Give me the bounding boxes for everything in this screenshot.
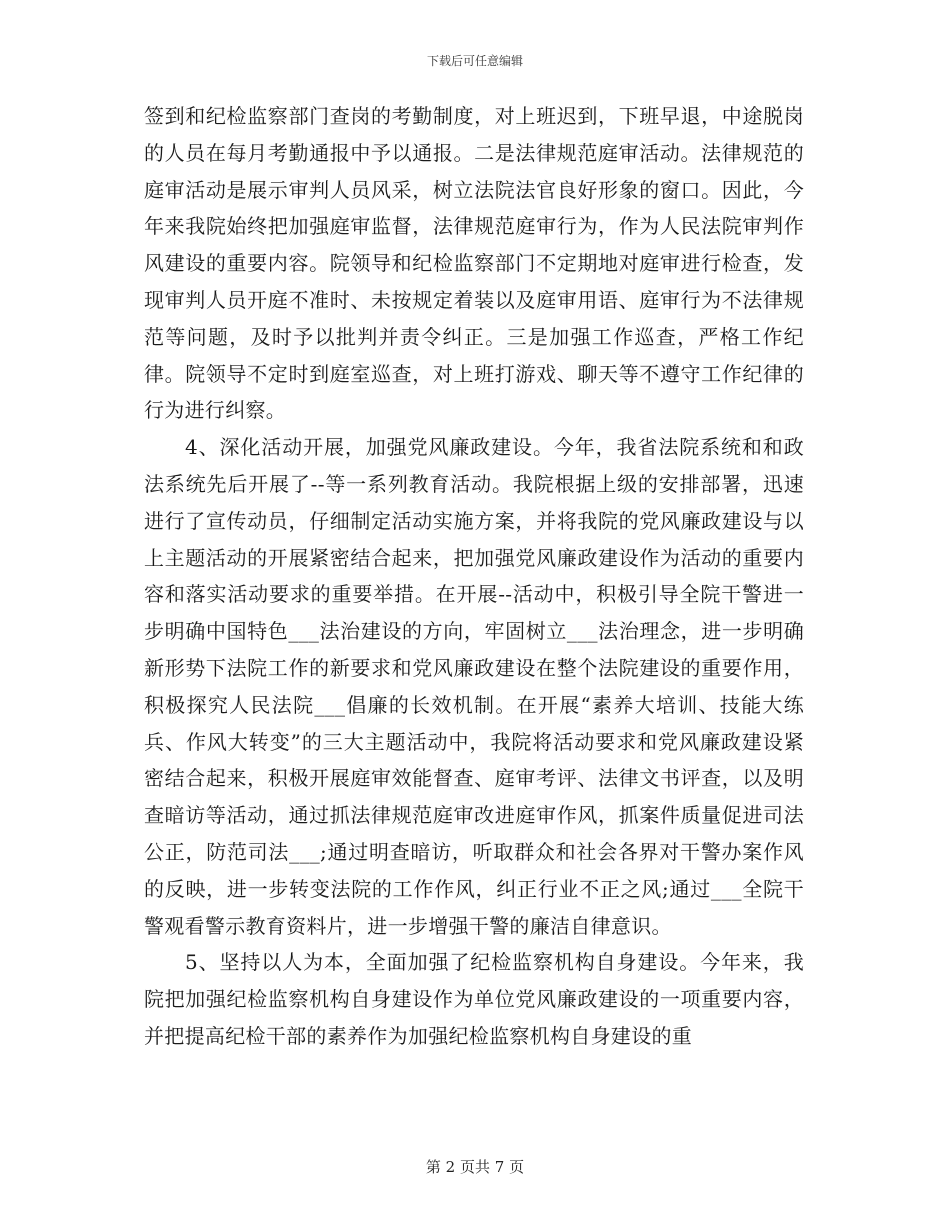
page-header: 下载后可任意编辑 <box>426 54 523 68</box>
document-body <box>144 98 804 1055</box>
paragraph-item-5: 5、坚持以人为本，全面加强了纪检监察机构自身建设。今年来，我院把加强纪检监察机构自身建设作为单位党风廉政建设的一项重要内容，并把提高纪检干部的素养作为加强纪检监察机构自身建设的重 <box>144 950 804 1048</box>
paragraph-item-4: 4、深化活动开展，加强党风廉政建设。今年，我省法院系统和和政法系统先后开展了--等一系列教育活动。我院根据上级的安排部署，迅速进行了宣传动员，仔细制定活动实施方案，并将我院的党风廉政建设与以上主题活动的开展紧密结合起来，把加强党风廉政建设作为活动的重要内容和落实活动要求的重要举措。在开展--活动中，积极引导全院干警进一步明确中国特色___法治建设的方向，牢固树立___法治理念，进一步明确新形势下法院工作的新要求和党风廉政建设在整个法院建设的重要作用，积极探究人民法院___倡廉的长效机制。在开展“素养大培训、技能大练兵、作风大转变”的三大主题活动中，我院将活动要求和党风廉政建设紧密结合起来，积极开展庭审效能督查、庭审考评、法律文书评查，以及明查暗访等活动，通过抓法律规范庭审改进庭审作风，抓案件质量促进司法公正，防范司法___;通过明查暗访，听取群众和社会各界对干警办案作风的反映，进一步转变法院的工作作风，纠正行业不正之风;通过___全院干警观看警示教育资料片，进一步增强干警的廉洁自律意识。 <box>144 435 804 938</box>
paragraph-continuation: 签到和纪检监察部门查岗的考勤制度，对上班迟到，下班早退，中途脱岗的人员在每月考勤通报中予以通报。二是法律规范庭审活动。法律规范的庭审活动是展示审判人员风采，树立法院法官良好形象的窗口。因此，今年来我院始终把加强庭审监督，法律规范庭审行为，作为人民法院审判作风建设的重要内容。院领导和纪检监察部门不定期地对庭审进行检查，发现审判人员开庭不准时、未按规定着装以及庭审用语、庭审行为不法律规范等问题，及时予以批判并责令纠正。三是加强工作巡查，严格工作纪律。院领导不定时到庭室巡查，对上班打游戏、聊天等不遵守工作纪律的行为进行纠察。 <box>144 104 804 423</box>
page-footer: 第 2 页共 7 页 <box>425 1158 525 1176</box>
